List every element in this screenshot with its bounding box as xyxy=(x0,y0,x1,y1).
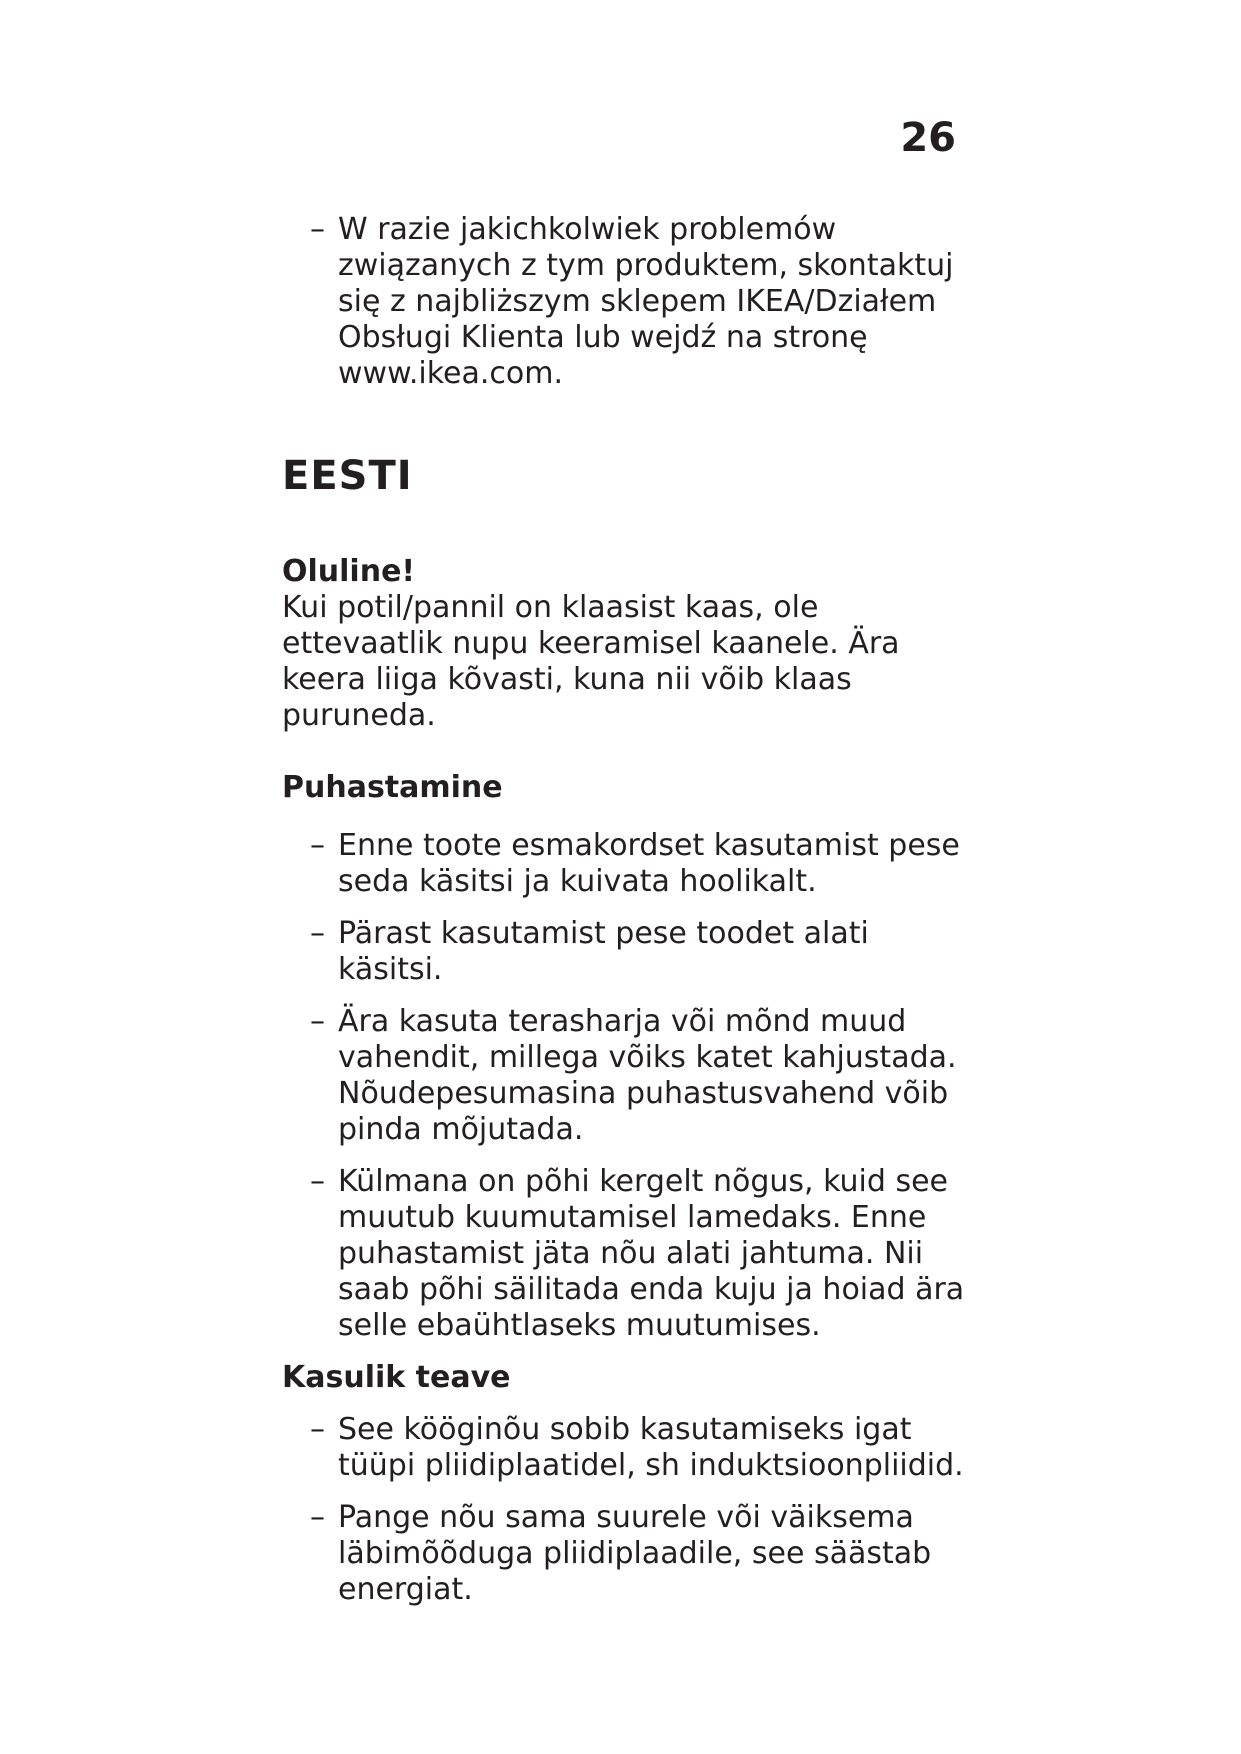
useful-info-item-text: Pange nõu sama suurele või väiksema läbimõõduga pliidiplaadile, see säästab energiat. xyxy=(338,1500,932,1607)
dash-bullet: – xyxy=(310,1412,325,1447)
page-number: 26 xyxy=(900,115,956,161)
cleaning-item-text: Ära kasuta terasharja või mõnd muud vahendit, millega võiks katet kahjustada. Nõudepesumasina puhastusvahend võib pinda mõjutada. xyxy=(338,1004,957,1147)
list-item xyxy=(282,1500,982,1608)
cleaning-item-text: Külmana on põhi kergelt nõgus, kuid see muutub kuumutamisel lamedaks. Enne puhastamist jäta nõu alati jahtuma. Nii saab põhi säilitada enda kuju ja hoiad ära selle ebaühtlaseks muutumises. xyxy=(338,1164,965,1343)
cleaning-item-text: Enne toote esmakordset kasutamist pese seda käsitsi ja kuivata hoolikalt. xyxy=(338,828,960,899)
list-item xyxy=(282,1412,982,1484)
dash-bullet: – xyxy=(310,1500,325,1535)
important-heading: Oluline! xyxy=(282,554,416,589)
cleaning-item-text: Pärast kasutamist pese toodet alati käsitsi. xyxy=(338,916,869,987)
useful-info-heading: Kasulik teave xyxy=(282,1360,511,1395)
contact-instruction-text: W razie jakichkolwiek problemów związanych z tym produktem, skontaktuj się z najbliższym sklepem IKEA/Działem Obsługi Klienta lub wejdź na stronę www.ikea.com. xyxy=(338,212,954,391)
list-item xyxy=(282,1164,982,1344)
polish-contact-list xyxy=(282,212,982,392)
dash-bullet: – xyxy=(310,1004,325,1039)
manual-content xyxy=(282,212,982,1624)
cleaning-heading: Puhastamine xyxy=(282,770,503,805)
cleaning-list xyxy=(282,828,982,1344)
list-item xyxy=(282,212,982,392)
list-item xyxy=(282,828,982,900)
dash-bullet: – xyxy=(310,828,325,863)
language-heading-eesti: EESTI xyxy=(282,453,413,499)
important-text: Kui potil/pannil on klaasist kaas, ole ettevaatlik nupu keeramisel kaanele. Ära keera liiga kõvasti, kuna nii võib klaas puruneda. xyxy=(282,590,900,733)
dash-bullet: – xyxy=(310,916,325,951)
dash-bullet: – xyxy=(310,1164,325,1199)
useful-info-item-text: See kööginõu sobib kasutamiseks igat tüüpi pliidiplaatidel, sh induktsioonpliidid. xyxy=(338,1412,964,1483)
list-item xyxy=(282,916,982,988)
dash-bullet: – xyxy=(310,212,325,247)
list-item xyxy=(282,1004,982,1148)
important-notice xyxy=(282,554,982,734)
useful-info-list xyxy=(282,1412,982,1608)
